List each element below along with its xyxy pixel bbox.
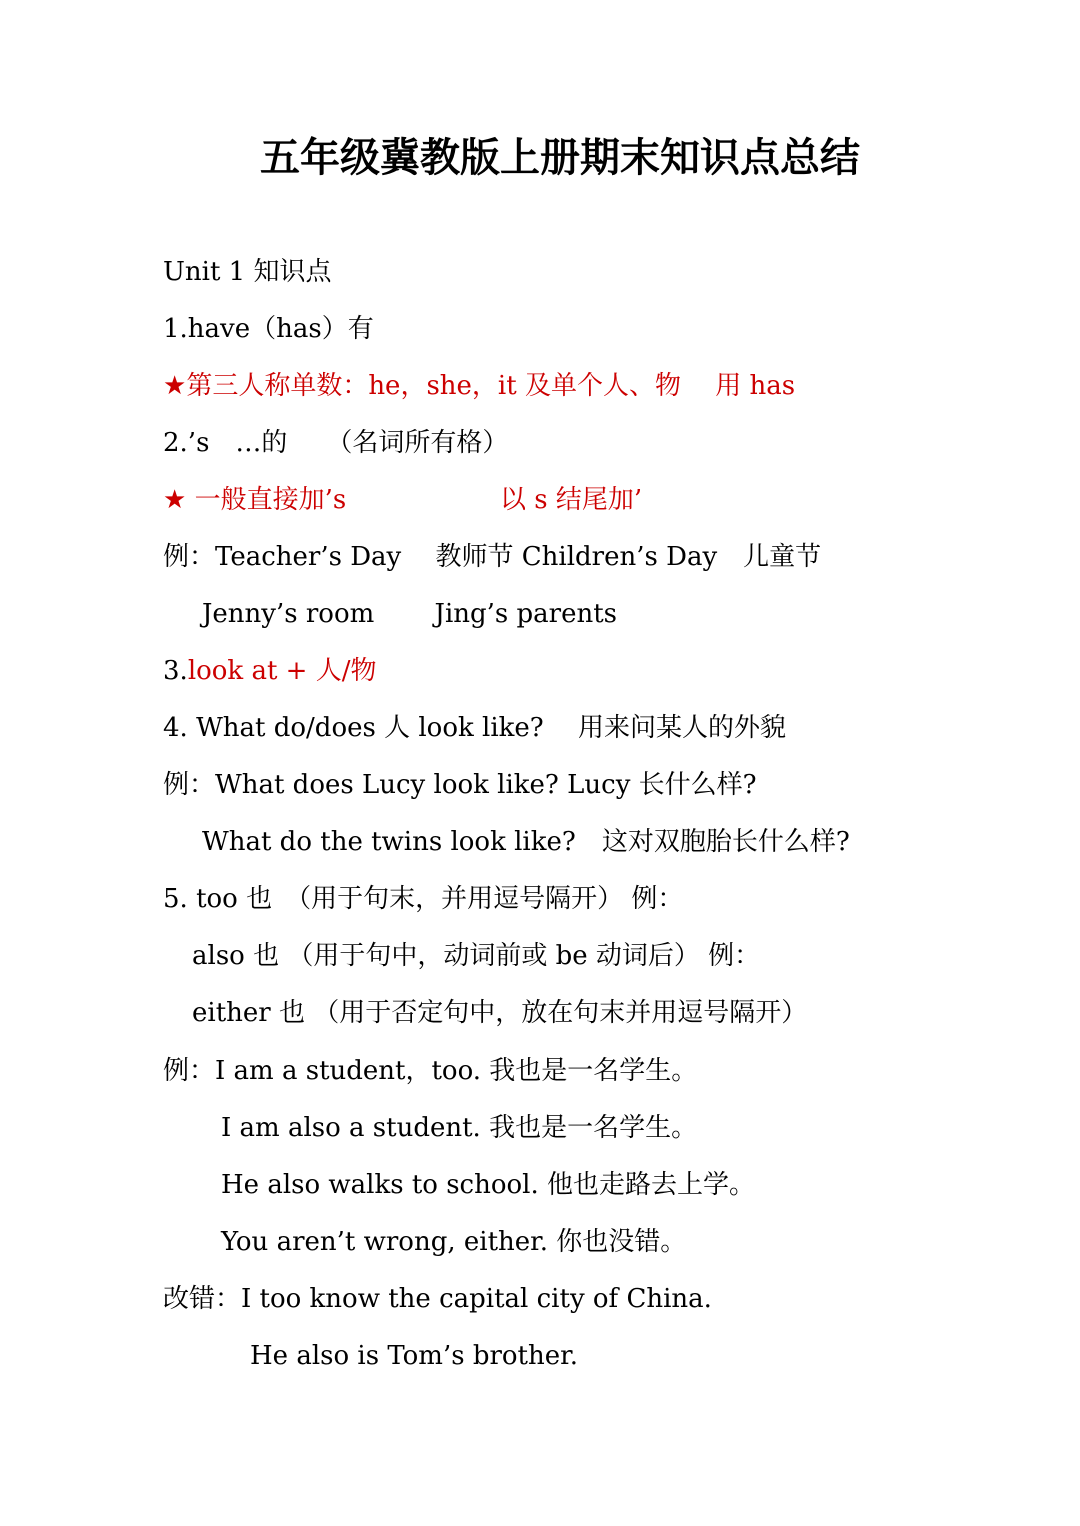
example-5-line-4: You aren’t wrong, either. 你也没错。 (221, 1227, 687, 1257)
star-icon: ★ (163, 371, 187, 401)
example-2-line-2: Jenny’s room Jing’s parents (202, 599, 618, 629)
item-3-look-at (163, 653, 376, 689)
page-title: 五年级冀教版上册期末知识点总结 (260, 134, 860, 181)
correction-line-2: He also is Tom’s brother. (250, 1341, 578, 1371)
example-5-line-1: 例：I am a student，too. 我也是一名学生。 (163, 1056, 698, 1086)
item-1-have: 1.have（has）有 (163, 314, 374, 344)
example-4-line-2: What do the twins look like? 这对双胞胎长什么样? (202, 827, 850, 857)
item-5-also: also 也 （用于句中，动词前或 be 动词后） 例： (192, 941, 761, 971)
note-possessive-rule-s-ending: 以 s 结尾加’ (500, 485, 643, 515)
item-3-number: 3. (163, 656, 188, 686)
correction-line-1: 改错：I too know the capital city of China. (163, 1284, 712, 1314)
item-5-too: 5. too 也 （用于句末，并用逗号隔开） 例： (163, 884, 684, 914)
star-icon: ★ (163, 485, 187, 515)
item-3-text: look at + 人/物 (187, 656, 377, 686)
note-third-person (163, 368, 795, 404)
unit-heading: Unit 1 知识点 (163, 257, 332, 287)
example-5-line-2: I am also a student. 我也是一名学生。 (221, 1113, 698, 1143)
note-possessive-rule (163, 482, 346, 518)
item-5-either: either 也 （用于否定句中，放在句末并用逗号隔开） (192, 998, 808, 1028)
example-5-line-3: He also walks to school. 他也走路去上学。 (221, 1170, 756, 1200)
example-2-line-1: 例：Teacher’s Day 教师节 Children’s Day 儿童节 (163, 542, 822, 572)
item-2-possessive: 2.’s …的 （名词所有格） (163, 428, 509, 458)
note-possessive-rule-general: 一般直接加’s (186, 485, 347, 515)
note-third-person-text: 第三人称单数：he，she，it 及单个人、物 用 has (186, 371, 796, 401)
example-4-line-1: 例：What does Lucy look like? Lucy 长什么样? (163, 770, 757, 800)
item-4-look-like: 4. What do/does 人 look like? 用来问某人的外貌 (163, 713, 786, 743)
